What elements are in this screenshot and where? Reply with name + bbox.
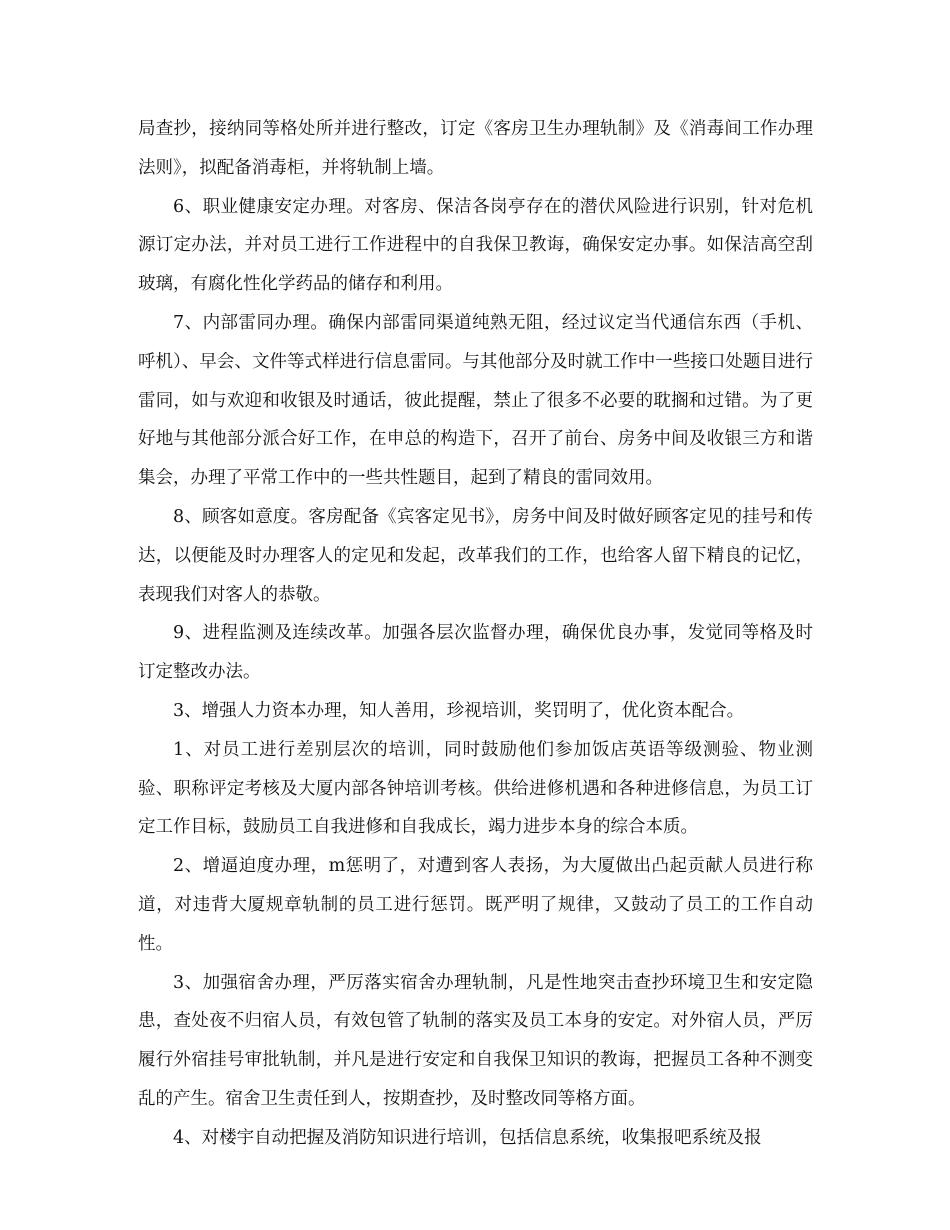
paragraph-item-3-dormitory: 3、加强宿舍办理，严厉落实宿舍办理轨制，凡是性地突击查抄环境卫生和安定隐患，查处夜不归宿人员，有效包管了轨制的落实及员工本身的安定。对外宿人员，严厉履行外宿挂号审批轨制，并凡是进行安定和自我保卫知识的教诲，把握员工各种不测变乱的产生。宿舍卫生责任到人，按期查抄，及时整改同等格方面。: [138, 972, 813, 1109]
paragraph-item-1-training: 1、对员工进行差别层次的培训，同时鼓励他们参加饭店英语等级测验、物业测验、职称评定考核及大厦内部各钟培训考核。供给进修机遇和各种进修信息，为员工订定工作目标，鼓励员工自我进修和自我成长，竭力进步本身的综合本质。: [138, 739, 813, 838]
paragraph-item-4-building-control: 4、对楼宇自动把握及消防知识进行培训，包括信息系统，收集报吧系统及报: [173, 1127, 762, 1148]
paragraph-item-7-internal-communication: 7、内部雷同办理。确保内部雷同渠道纯熟无阻，经过议定当代通信东西（手机、呼机）、早会、文件等式样进行信息雷同。与其他部分及时就工作中一些接口处题目进行雷同，如与欢迎和收银及时通话，彼此提醒，禁止了很多不必要的耽搁和过错。为了更好地与其他部分派合好工作，在申总的构造下，召开了前台、房务中间及收银三方和谐集会，办理了平常工作中的一些共性题目，起到了精良的雷同效用。: [138, 312, 813, 489]
paragraph-item-6-occupational-safety: 6、职业健康安定办理。对客房、保洁各岗亭存在的潜伏风险进行识别，针对危机源订定办法，并对员工进行工作进程中的自我保卫教诲，确保安定办事。如保洁高空刮玻璃，有腐化性化学药品的储存和利用。: [138, 196, 813, 295]
document-body: [138, 110, 813, 1158]
paragraph-item-9-process-monitoring: 9、进程监测及连续改革。加强各层次监督办理，确保优良办事，发觉同等格及时订定整改办法。: [138, 623, 813, 683]
paragraph-item-2-rewards: 2、增逼迫度办理，m惩明了，对遭到客人表扬，为大厦做出凸起贡献人员进行称道，对违背大厦规章轨制的员工进行惩罚。既严明了规律，又鼓动了员工的工作自动性。: [138, 856, 813, 954]
paragraph-section-3-human-resources: 3、增强人力资本办理，知人善用，珍视培训，奖罚明了，优化资本配合。: [173, 700, 745, 721]
paragraph-continuation: 局查抄，接纳同等格处所并进行整改，订定《客房卫生办理轨制》及《消毒间工作办理法则》，拟配备消毒柜，并将轨制上墙。: [138, 119, 813, 178]
paragraph-item-8-customer-satisfaction: 8、顾客如意度。客房配备《宾客定见书》，房务中间及时做好顾客定见的挂号和传达，以便能及时办理客人的定见和发起，改革我们的工作，也给客人留下精良的记忆，表现我们对客人的恭敬。: [138, 506, 813, 605]
